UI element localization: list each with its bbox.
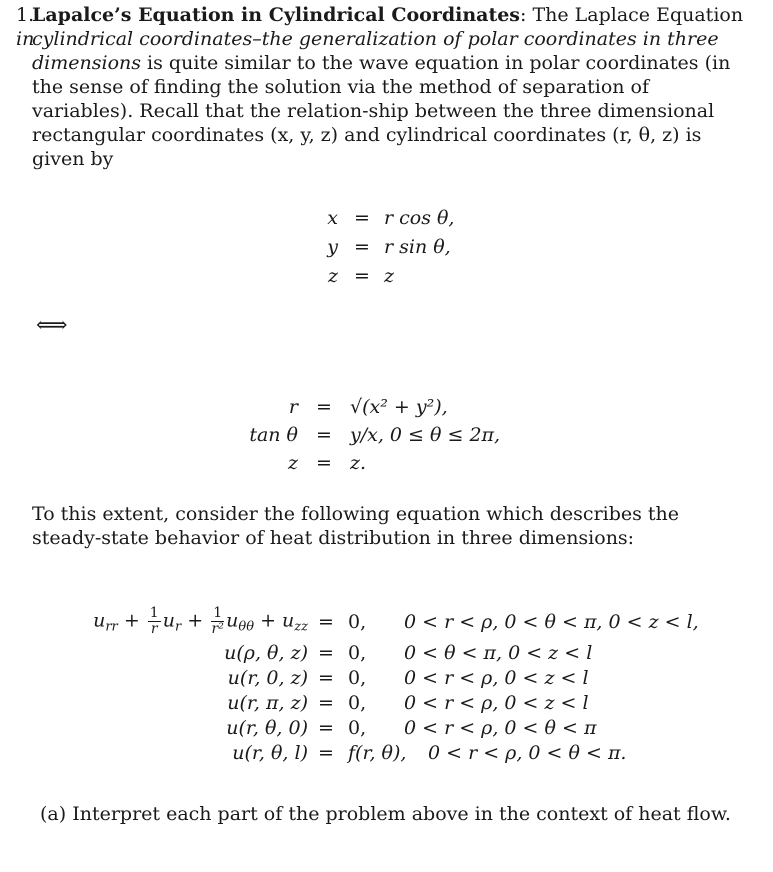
intro-line1-rest: : The Laplace Equation bbox=[520, 4, 744, 26]
pde-main-domain: 0 < r < ρ, 0 < θ < π, 0 < z < l, bbox=[404, 611, 699, 633]
context-paragraph: To this extent, consider the following equation which describes the steady-state behavior of heat distribution in three dimensions: bbox=[32, 503, 680, 549]
pde-main-lhs: $u_{rr}$ + $\frac{1}{r}$ $u_r$ + $\frac{1}{\text{r²}}$ $u_{\theta\theta} + u_{zz}$ bbox=[93, 605, 308, 637]
pde-main-equation: $u_{rr}$ + $\frac{1}{r}$ $u_r$ + $\frac{1}{\text{r²}}$ $u_{\theta\theta} + u_{zz}$ = 0, 0 < r < ρ, 0 < θ < π, 0 < z < l, bbox=[80, 598, 720, 632]
part-a-question bbox=[40, 802, 731, 826]
part-a-text: Interpret each part of the problem above in the context of heat flow. bbox=[72, 803, 731, 825]
intro-rest: is quite similar to the wave equation in polar coordinates (in the sense of finding the solution via the method of separation of variables). Recall that the relation-ship between the three dimensional rectangular coordinates (x, y, z) and cylindrical coordinates (r, θ, z) is given by bbox=[32, 52, 731, 170]
intro-italic: cylindrical coordinates–the generalization of polar coordinates in three dimensions bbox=[32, 28, 719, 74]
problem-title: Lapalce’s Equation in Cylindrical Coordinates bbox=[32, 4, 521, 26]
intro-continuation bbox=[32, 27, 746, 171]
intro-in: in bbox=[16, 28, 35, 50]
pde-system: $u_{rr}$ + $\frac{1}{r}$ $u_r$ + $\frac{1}{\text{r²}}$ $u_{\theta\theta} + u_{zz}$ = 0, 0 < r < ρ, 0 < θ < π, 0 < z < l, u(ρ, θ, z) = 0, 0 < θ < π, 0 < z < l u(r, 0, z) = 0, 0 < r < ρ, 0 < z < l u(r, π, z) = 0, 0 < r < ρ, 0 < z < l u(r, θ, 0) = 0, 0 < r < ρ, 0 < θ < π u(r, θ, l) = f(r, θ), 0 < r < ρ, 0 < θ < π. bbox=[80, 594, 720, 794]
equivalence-arrow-icon: ⟺ bbox=[36, 313, 68, 338]
part-a-label: (a) bbox=[40, 803, 67, 825]
problem-number: 1. bbox=[16, 4, 35, 26]
